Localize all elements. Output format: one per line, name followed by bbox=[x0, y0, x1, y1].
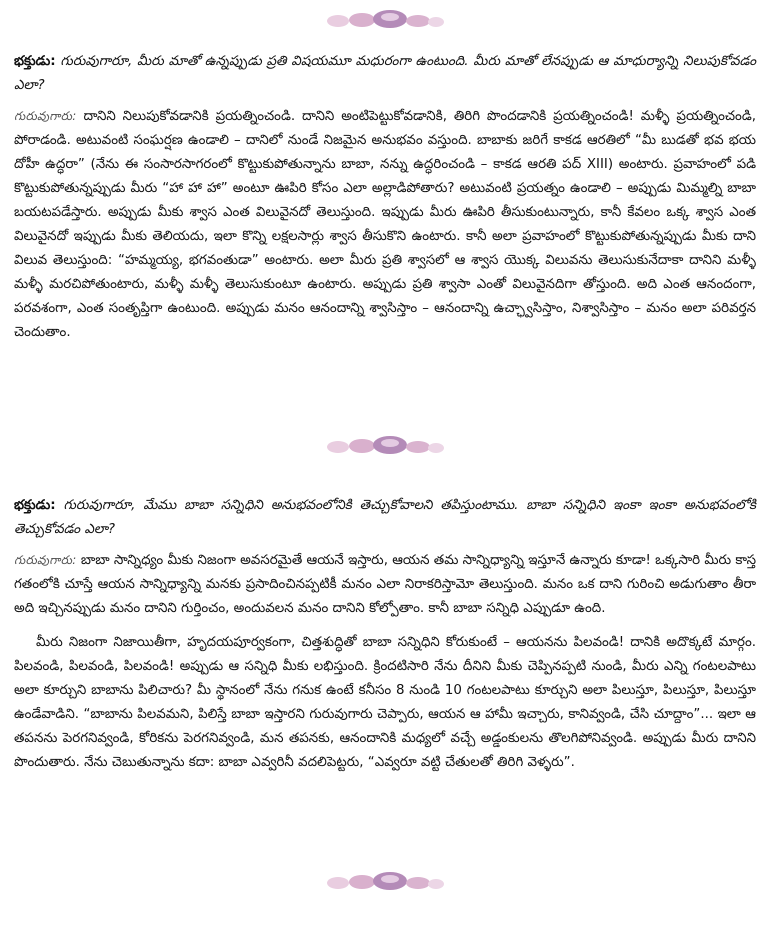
qa-section-2 bbox=[14, 494, 756, 775]
answer-1 bbox=[14, 104, 756, 345]
floral-divider-top bbox=[0, 6, 770, 32]
floral-petal-divider-icon bbox=[320, 432, 450, 458]
guru-label: గురువుగారు: bbox=[14, 109, 77, 123]
floral-divider-middle bbox=[0, 432, 770, 458]
floral-divider-bottom bbox=[0, 868, 770, 894]
floral-petal-divider-icon bbox=[320, 868, 450, 894]
answer-text: బాబా సాన్నిధ్యం మీకు నిజంగా అవసరమైతే ఆయనే ఇస్తారు, ఆయన తమ సాన్నిధ్యాన్ని ఇస్తూనే ఉన్నారు కూడా! ఒక్కసారి మీరు కాస్త గతంలోకి చూస్తే ఆయన సాన్నిధ్యాన్ని మనకు ప్రసాదించినప్పటికీ మనం ఎలా నిరాకరిస్తామో తెలుస్తుంది. మనం ఒక దాని గురించి అడుగుతాం తీరా అది ఇచ్చినప్పుడు మనం దానిని గుర్తించం, అందువలన మనం దానిని కోల్పోతాం. కానీ బాబా సన్నిధి ఎప్పుడూ ఉంది. bbox=[14, 553, 756, 616]
floral-petal-divider-icon bbox=[320, 6, 450, 32]
devotee-label: భక్తుడు: bbox=[14, 498, 56, 513]
devotee-label: భక్తుడు: bbox=[14, 54, 56, 69]
guru-label: గురువుగారు: bbox=[14, 553, 77, 567]
answer-2-paragraph-2: మీరు నిజంగా నిజాయితీగా, హృదయపూర్వకంగా, చిత్తశుద్ధితో బాబా సన్నిధిని కోరుకుంటే – ఆయనను పిలవండి! దానికి అదొక్కటే మార్గం. పిలవండి, పిలవండి, పిలవండి! అప్పుడు ఆ సన్నిధి మీకు లభిస్తుంది. క్రిందటిసారి నేను దీనిని మీకు చెప్పినప్పటి నుండి, మీరు ఎన్ని గంటలపాటు అలా కూర్చుని బాబాను పిలిచారు? మీ స్థానంలో నేను గనుక ఉంటే కనీసం 8 నుండి 10 గంటలపాటు కూర్చుని అలా పిలుస్తూ, పిలుస్తూ, పిలుస్తూ ఉండేవాడిని. “బాబాను పిలవమని, పిలిస్తే బాబా ఇస్తారని గురువుగారు చెప్పారు, ఆయన ఆ హామీ ఇచ్చారు, కానివ్వండి, చేసి చూద్దాం”... ఇలా ఆ తపనను పెరగనివ్వండి, కోరికను పెరగనివ్వండి, మన తపనకు, ఆనందానికి మధ్యలో వచ్చే అడ్డంకులను తొలగిపోనివ్వండి. అప్పుడు మీరు దానిని పొందుతారు. నేను చెబుతున్నాను కదా: బాబా ఎవ్వరినీ వదలిపెట్టరు, “ఎవ్వరూ వట్టి చేతులతో తిరిగి వెళ్ళరు”. bbox=[14, 635, 756, 770]
answer-text: దానిని నిలుపుకోవడానికి ప్రయత్నించండి. దానిని అంటిపెట్టుకోవడానికి, తిరిగి పొందడానికి ప్రయత్నించండి! మళ్ళీ ప్రయత్నించండి, పోరాడండి. అటువంటి సంఘర్షణ ఉండాలి – దానిలో నుండే నిజమైన అనుభవం వస్తుంది. బాబాకు జరిగే కాకడ ఆరతిలో “మీ బుడతో భవ భయ దోహీ ఉద్ధరా” (నేను ఈ సంసారసాగరంలో కొట్టుకుపోతున్నాను బాబా, నన్ను ఉద్ధరించండి – కాకడ ఆరతి పద్ XIII) అంటారు. ప్రవాహంలో పడి కొట్టుకుపోతున్నప్పుడు మీరు “హా హా హా” అంటూ ఊపిరి కోసం ఎలా అల్లాడిపోతారు? అటువంటి ప్రయత్నం ఉండాలి – అప్పుడు మిమ్మల్ని బాబా బయటపడేస్తారు. అప్పుడు మీకు శ్వాస ఎంత విలువైనదో తెలుస్తుంది. ఇప్పుడు మీరు ఊపిరి తీసుకుంటున్నారు, కానీ కేవలం ఒక్క శ్వాస ఎంత విలువైనదో ఇప్పుడు మీకు తెలియదు, ఇలా కొన్ని లక్షలసార్లు శ్వాస తీసుకొని ఉంటారు. కానీ అలా ప్రవాహంలో కొట్టుకుపోతున్నప్పుడు మీకు దాని విలువ తెలుస్తుంది: “హమ్మయ్య, భగవంతుడా” అంటారు. అలా మీరు ప్రతి శ్వాసలో ఆ శ్వాస యొక్క విలువను తెలుసుకునేదాకా దానిని మళ్ళీ మళ్ళీ మరచిపోతుంటారు, మళ్ళీ మళ్ళీ తెలుసుకుంటూ ఉంటారు. అప్పుడు ప్రతి శ్వాసా ఎంతో విలువైనదిగా తోస్తుంది. అది ఎంత ఆనందంగా, పరవశంగా, ఎంత సంతృప్తిగా ఉంటుంది. అప్పుడు మనం ఆనందాన్ని శ్వాసిస్తాం – ఆనందాన్ని ఉచ్ఛ్వాసిస్తాం, నిశ్వాసిస్తాం – మనం అలా పరివర్తన చెందుతాం. bbox=[14, 109, 756, 340]
answer-2-paragraph-1 bbox=[14, 548, 756, 621]
question-text: గురువుగారూ, మీరు మాతో ఉన్నప్పుడు ప్రతి విషయమూ మధురంగా ఉంటుంది. మీరు మాతో లేనప్పుడు ఆ మాధుర్యాన్ని నిలుపుకోవడం ఎలా? bbox=[14, 54, 756, 93]
question-1 bbox=[14, 50, 756, 98]
qa-section-1 bbox=[14, 50, 756, 345]
question-text: గురువుగారూ, మేము బాబా సన్నిధిని అనుభవంలోనికి తెచ్చుకోవాలని తపిస్తుంటాము. బాబా సన్నిధిని ఇంకా ఇంకా అనుభవంలోకి తెచ్చుకోవడం ఎలా? bbox=[14, 498, 756, 537]
question-2 bbox=[14, 494, 756, 542]
